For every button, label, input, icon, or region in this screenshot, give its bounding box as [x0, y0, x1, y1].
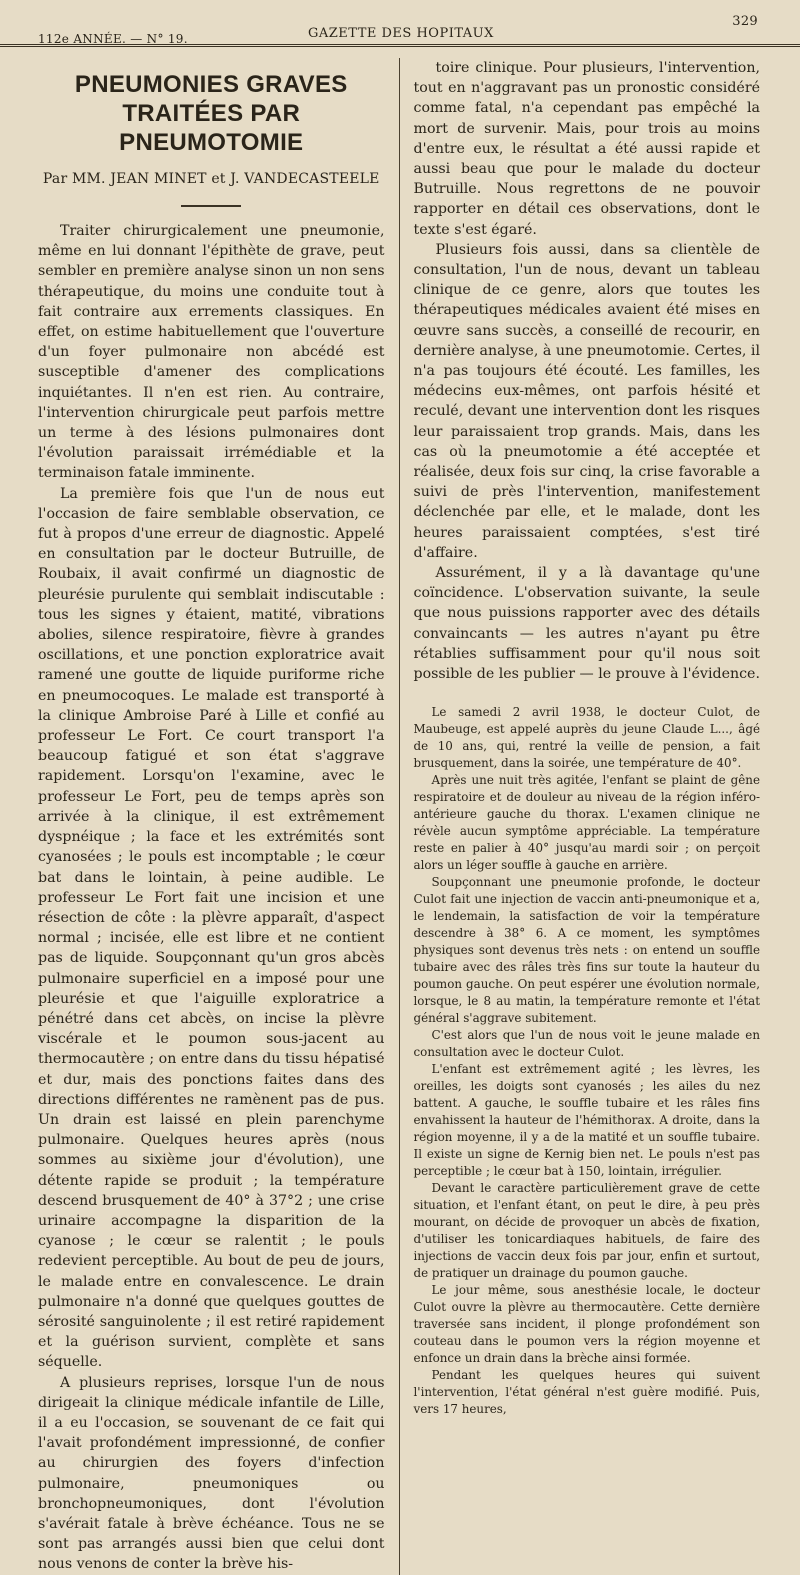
observation-paragraph-5: L'enfant est extrêmement agité ; les lèvres, les oreilles, les doigts sont cyanosés ; les ailes du nez battent. A gauche, le souffle tubaire et les râles fins envahissent la hauteur de l'hémithorax. A droite, dans la région moyenne, il y a de la matité et un souffle tubaire. Il existe un signe de Kernig bien net. Le pouls n'est pas perceptible ; le cœur bat à 150, lointain, irrégulier.	[413, 1062, 760, 1179]
paragraph-right-1: toire clinique. Pour plusieurs, l'intervention, tout en n'aggravant pas un pronostic considéré comme fatal, n'a cependant pas empêché la mort de survenir. Mais, pour trois au moins d'entre eux, le résultat a été aussi rapide et aussi beau que pour le malade du docteur Butruille. Nous regrettons de ne pouvoir rapporter en détail ces observations, dont le texte s'est égaré.	[413, 60, 760, 238]
observation-block	[414, 704, 761, 1418]
title-divider	[181, 205, 241, 207]
observation-paragraph-8: Pendant les quelques heures qui suivent l'intervention, l'état général n'est guère modifié. Puis, vers 17 heures,	[413, 1368, 760, 1417]
article-authors: Par MM. JEAN MINET et J. VANDECASTEELE	[42, 171, 380, 187]
page-number: 329	[732, 14, 758, 29]
left-column	[38, 58, 400, 1575]
article-title-line-1: PNEUMONIES GRAVES	[74, 71, 348, 98]
header-rule	[0, 44, 800, 47]
observation-paragraph-2: Après une nuit très agitée, l'enfant se plaint de gêne respiratoire et de douleur au niveau de la région inféro-antérieure gauche du thorax. L'examen clinique ne révèle aucun symptôme appréciable. La température reste en palier à 40° jusqu'au mardi soir ; on perçoit alors un léger souffle à gauche en arrière.	[413, 773, 760, 873]
observation-paragraph-1: Le samedi 2 avril 1938, le docteur Culot, de Maubeuge, est appelé auprès du jeune Claude L..., âgé de 10 ans, qui, rentré la veille de pension, a fait brusquement, dans la soirée, une température de 40°.	[413, 705, 760, 771]
paragraph-right-3: Assurément, il y a là davantage qu'une coïncidence. L'observation suivante, la seule que nous puissions rapporter avec des détails convaincants — les autres n'ayant pu être rétablies suffisamment pour qu'il nous soit possible de les publier — le prouve à l'évidence.	[413, 565, 760, 683]
article-columns	[38, 58, 760, 1575]
paragraph-left-3: A plusieurs reprises, lorsque l'un de nous dirigeait la clinique médicale infantile de Lille, il a eu l'occasion, se souvenant de ce fait qui l'avait profondément impressionné, de confier au chirurgien des foyers d'infection pulmonaire, pneumoniques ou bronchopneumoniques, dont l'évolution s'avérait fatale à brève échéance. Tous ne se sont pas arrangés aussi bien que celui dont nous venons de conter la brève his-	[38, 1374, 385, 1573]
article-title-line-2: TRAITÉES PAR PNEUMOTOMIE	[119, 100, 304, 156]
right-column	[400, 58, 761, 1575]
observation-paragraph-3: Soupçonnant une pneumonie profonde, le docteur Culot fait une injection de vaccin anti-pneumonique et a, le lendemain, la satisfaction de voir la température descendre à 38° 6. A ce moment, les symptômes physiques sont devenus très nets : on entend un souffle tubaire avec des râles très fins sur toute la hauteur du poumon gauche. On peut espérer une évolution normale, lorsque, le 8 au matin, la température remonte et l'état général s'aggrave subitement.	[413, 875, 760, 1026]
page-header	[38, 10, 760, 46]
observation-paragraph-7: Le jour même, sous anesthésie locale, le docteur Culot ouvre la plèvre au thermocautère. Cette dernière traversée sans incident, il plonge profondément son couteau dans le poumon vers la région moyenne et enfonce un drain dans la brèche ainsi formée.	[413, 1283, 760, 1366]
paragraph-left-1: Traiter chirurgicalement une pneumonie, même en lui donnant l'épithète de grave, peut sembler en première analyse sinon un non sens thérapeutique, du moins une conduite tout à fait contraire aux errements classiques. En effet, on estime habituellement que l'ouverture d'un foyer pulmonaire non abcédé est susceptible d'amener des complications inquiétantes. Il n'en est rien. Au contraire, l'intervention chirurgicale peut parfois mettre un terme à des lésions pulmonaires dont l'évolution paraissait irrémédiable et la terminaison fatale imminente.	[38, 223, 385, 482]
observation-paragraph-6: Devant le caractère particulièrement grave de cette situation, et l'enfant étant, on peut le dire, à peu près mourant, on décide de provoquer un abcès de fixation, d'utiliser les tonicardiaques habituels, de faire des injections de vaccin deux fois par jour, enfin et surtout, de pratiquer un drainage du poumon gauche.	[413, 1181, 760, 1281]
article-heading	[38, 70, 385, 207]
paragraph-left-2: La première fois que l'un de nous eut l'occasion de faire semblable observation, ce fut à propos d'une erreur de diagnostic. Appelé en consultation par le docteur Butruille, de Roubaix, il avait confirmé un diagnostic de pleurésie purulente qui semblait indiscutable : tous les signes y étaient, matité, vibrations abolies, silence respiratoire, fièvre à grandes oscillations, et une ponction exploratrice avait ramené une goutte de liquide puriforme riche en pneumocoques. Le malade est transporté à la clinique Ambroise Paré à Lille et confié au professeur Le Fort. Ce court transport l'a beaucoup fatigué et son état s'aggrave rapidement. Lorsqu'on l'examine, avec le professeur Le Fort, peu de temps après son arrivée à la clinique, il est extrêmement dyspnéique ; la face et les extrémités sont cyanosées ; le pouls est incomptable ; le cœur bat dans le lointain, à peine audible. Le professeur Le Fort fait une incision et une résection de côte : la plèvre apparaît, d'aspect normal ; incisée, elle est libre et ne contient pas de liquide. Soupçonnant qu'un gros abcès pulmonaire superficiel en a imposé pour une pleurésie et que l'aiguille exploratrice a pénétré dans cet abcès, on incise la plèvre viscérale et le poumon sous-jacent au thermocautère ; on entre dans du tissu hépatisé et dur, mais des ponctions faites dans des directions différentes ne ramènent pas de pus. Un drain est laissé en plein parenchyme pulmonaire. Quelques heures après (nous sommes au sixième jour d'évolution), une détente rapide se produit ; la température descend brusquement de 40° à 37°2 ; une crise urinaire accompagne la disparition de la cyanose ; le cœur se ralentit ; le pouls redevient perceptible. Au bout de peu de jours, le malade entre en convalescence. Le drain pulmonaire n'a donné que quelques gouttes de sérosité sanguinolente ; il est retiré rapidement et la guérison survient, complète et sans séquelle.	[38, 485, 385, 1371]
observation-paragraph-4: C'est alors que l'un de nous voit le jeune malade en consultation avec le docteur Culot.	[413, 1028, 760, 1060]
paragraph-right-2: Plusieurs fois aussi, dans sa clientèle de consultation, l'un de nous, devant un tableau clinique de ce genre, alors que toutes les thérapeutiques médicales avaient été mises en œuvre sans succès, a conseillé de recourir, en dernière analyse, à une pneumotomie. Certes, il n'a pas toujours été écouté. Les familles, les médecins eux-mêmes, ont parfois hésité et reculé, devant une intervention dont les risques leur paraissaient trop grands. Mais, dans les cas où la pneumotomie a été acceptée et réalisée, deux fois sur cinq, la crise favorable a suivi de près l'intervention, manifestement déclenchée par elle, et le malade, dont les heures paraissaient comptées, s'est tiré d'affaire.	[413, 241, 760, 561]
journal-name: GAZETTE DES HOPITAUX	[308, 26, 494, 41]
issue-number: 112e ANNÉE. — N° 19.	[38, 32, 188, 46]
